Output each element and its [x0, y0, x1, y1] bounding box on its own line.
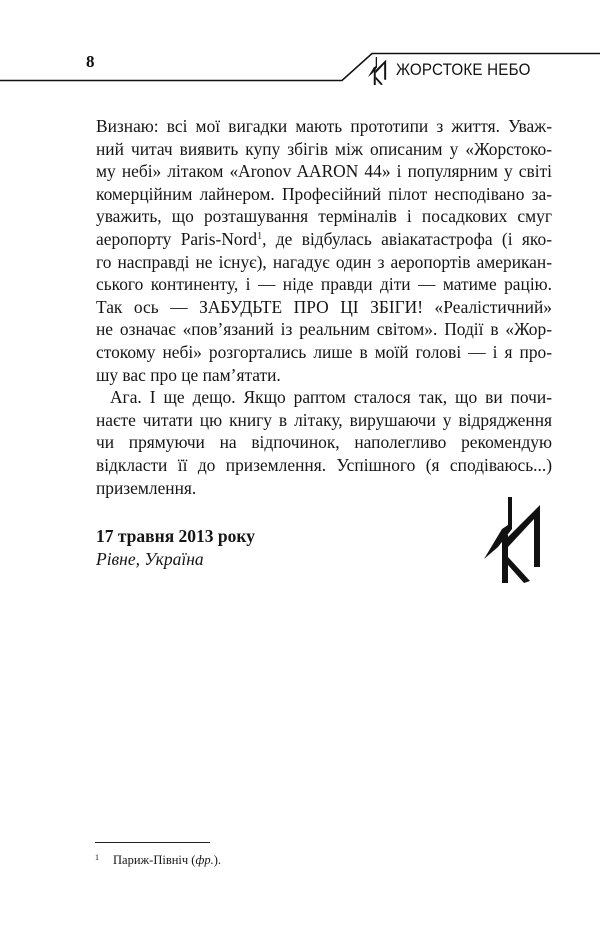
- footnote-1: [95, 850, 221, 868]
- text-segment: , де відбулась авіакатастрофа (і яко-: [262, 228, 552, 249]
- text-segment: аеропорту Paris-Nord: [96, 228, 258, 249]
- text-line: відкласти її до приземлення. Успішного (я сподіваюсь...): [96, 454, 552, 475]
- paragraph-2: [96, 386, 552, 499]
- text-line: шу вас про це пам’ятати.: [96, 364, 281, 385]
- text-line: Так ось — ЗАБУДЬТЕ ПРО ЦІ ЗБІГИ! «Реалістичний»: [96, 296, 552, 317]
- header-rule-line: [0, 0, 600, 100]
- footnote-mark: 1: [95, 853, 99, 862]
- book-title: ЖОРСТОКЕ НЕБО: [396, 61, 531, 79]
- text-line: комерційним лайнером. Професійний пілот несподівано за-: [96, 183, 552, 204]
- text-line: чи прямуючи на відпочинок, наполегливо рекомендую: [96, 432, 552, 453]
- footnote-abbreviation: фр.: [195, 853, 214, 867]
- footnote-close: ).: [213, 853, 221, 867]
- text-line: уважить, що розташування терміналів і посадкових смуг: [96, 206, 552, 227]
- text-line: наєте читати цю книгу в літаку, вирушаючи у відрядження: [96, 409, 552, 430]
- text-line: приземлення.: [96, 477, 197, 498]
- text-line: Ага. І ще дещо. Якщо раптом сталося так, що ви почи-: [110, 387, 552, 408]
- signature-place: Рівне, Україна: [96, 549, 204, 569]
- text-line-with-footnote: [96, 228, 552, 251]
- paragraph-1: [96, 115, 552, 386]
- text-line: не означає «пов’язаний із реальним світом». Події в «Жор-: [96, 319, 552, 340]
- text-line: Визнаю: всі мої вигадки мають прототипи з життя. Уваж-: [96, 116, 552, 136]
- text-line: ського континенту, і — ніде правди діти — матиме рацію.: [96, 274, 552, 295]
- signature-block: [96, 525, 255, 571]
- footnote-separator: [95, 842, 210, 843]
- author-monogram-icon: [482, 497, 548, 583]
- page-number: 8: [86, 52, 95, 71]
- signature-date: 17 травня 2013 року: [96, 526, 255, 546]
- text-line: стокому небі» розгортались лише в моїй голові — і я про-: [96, 341, 552, 362]
- text-line: ний читач виявить купу збігів між описаним у «Жорстоко-: [96, 138, 552, 159]
- text-line: му небі» літаком «Aronov AARON 44» і популярним у світі: [96, 161, 552, 182]
- footnote-reference[interactable]: 1: [257, 230, 263, 242]
- footnote-text: Париж-Північ (: [113, 853, 196, 867]
- text-line: го насправді не існує), нагадує один з аеропортів американ-: [96, 251, 552, 272]
- author-monogram-icon: [367, 57, 389, 85]
- body-text: [96, 115, 552, 499]
